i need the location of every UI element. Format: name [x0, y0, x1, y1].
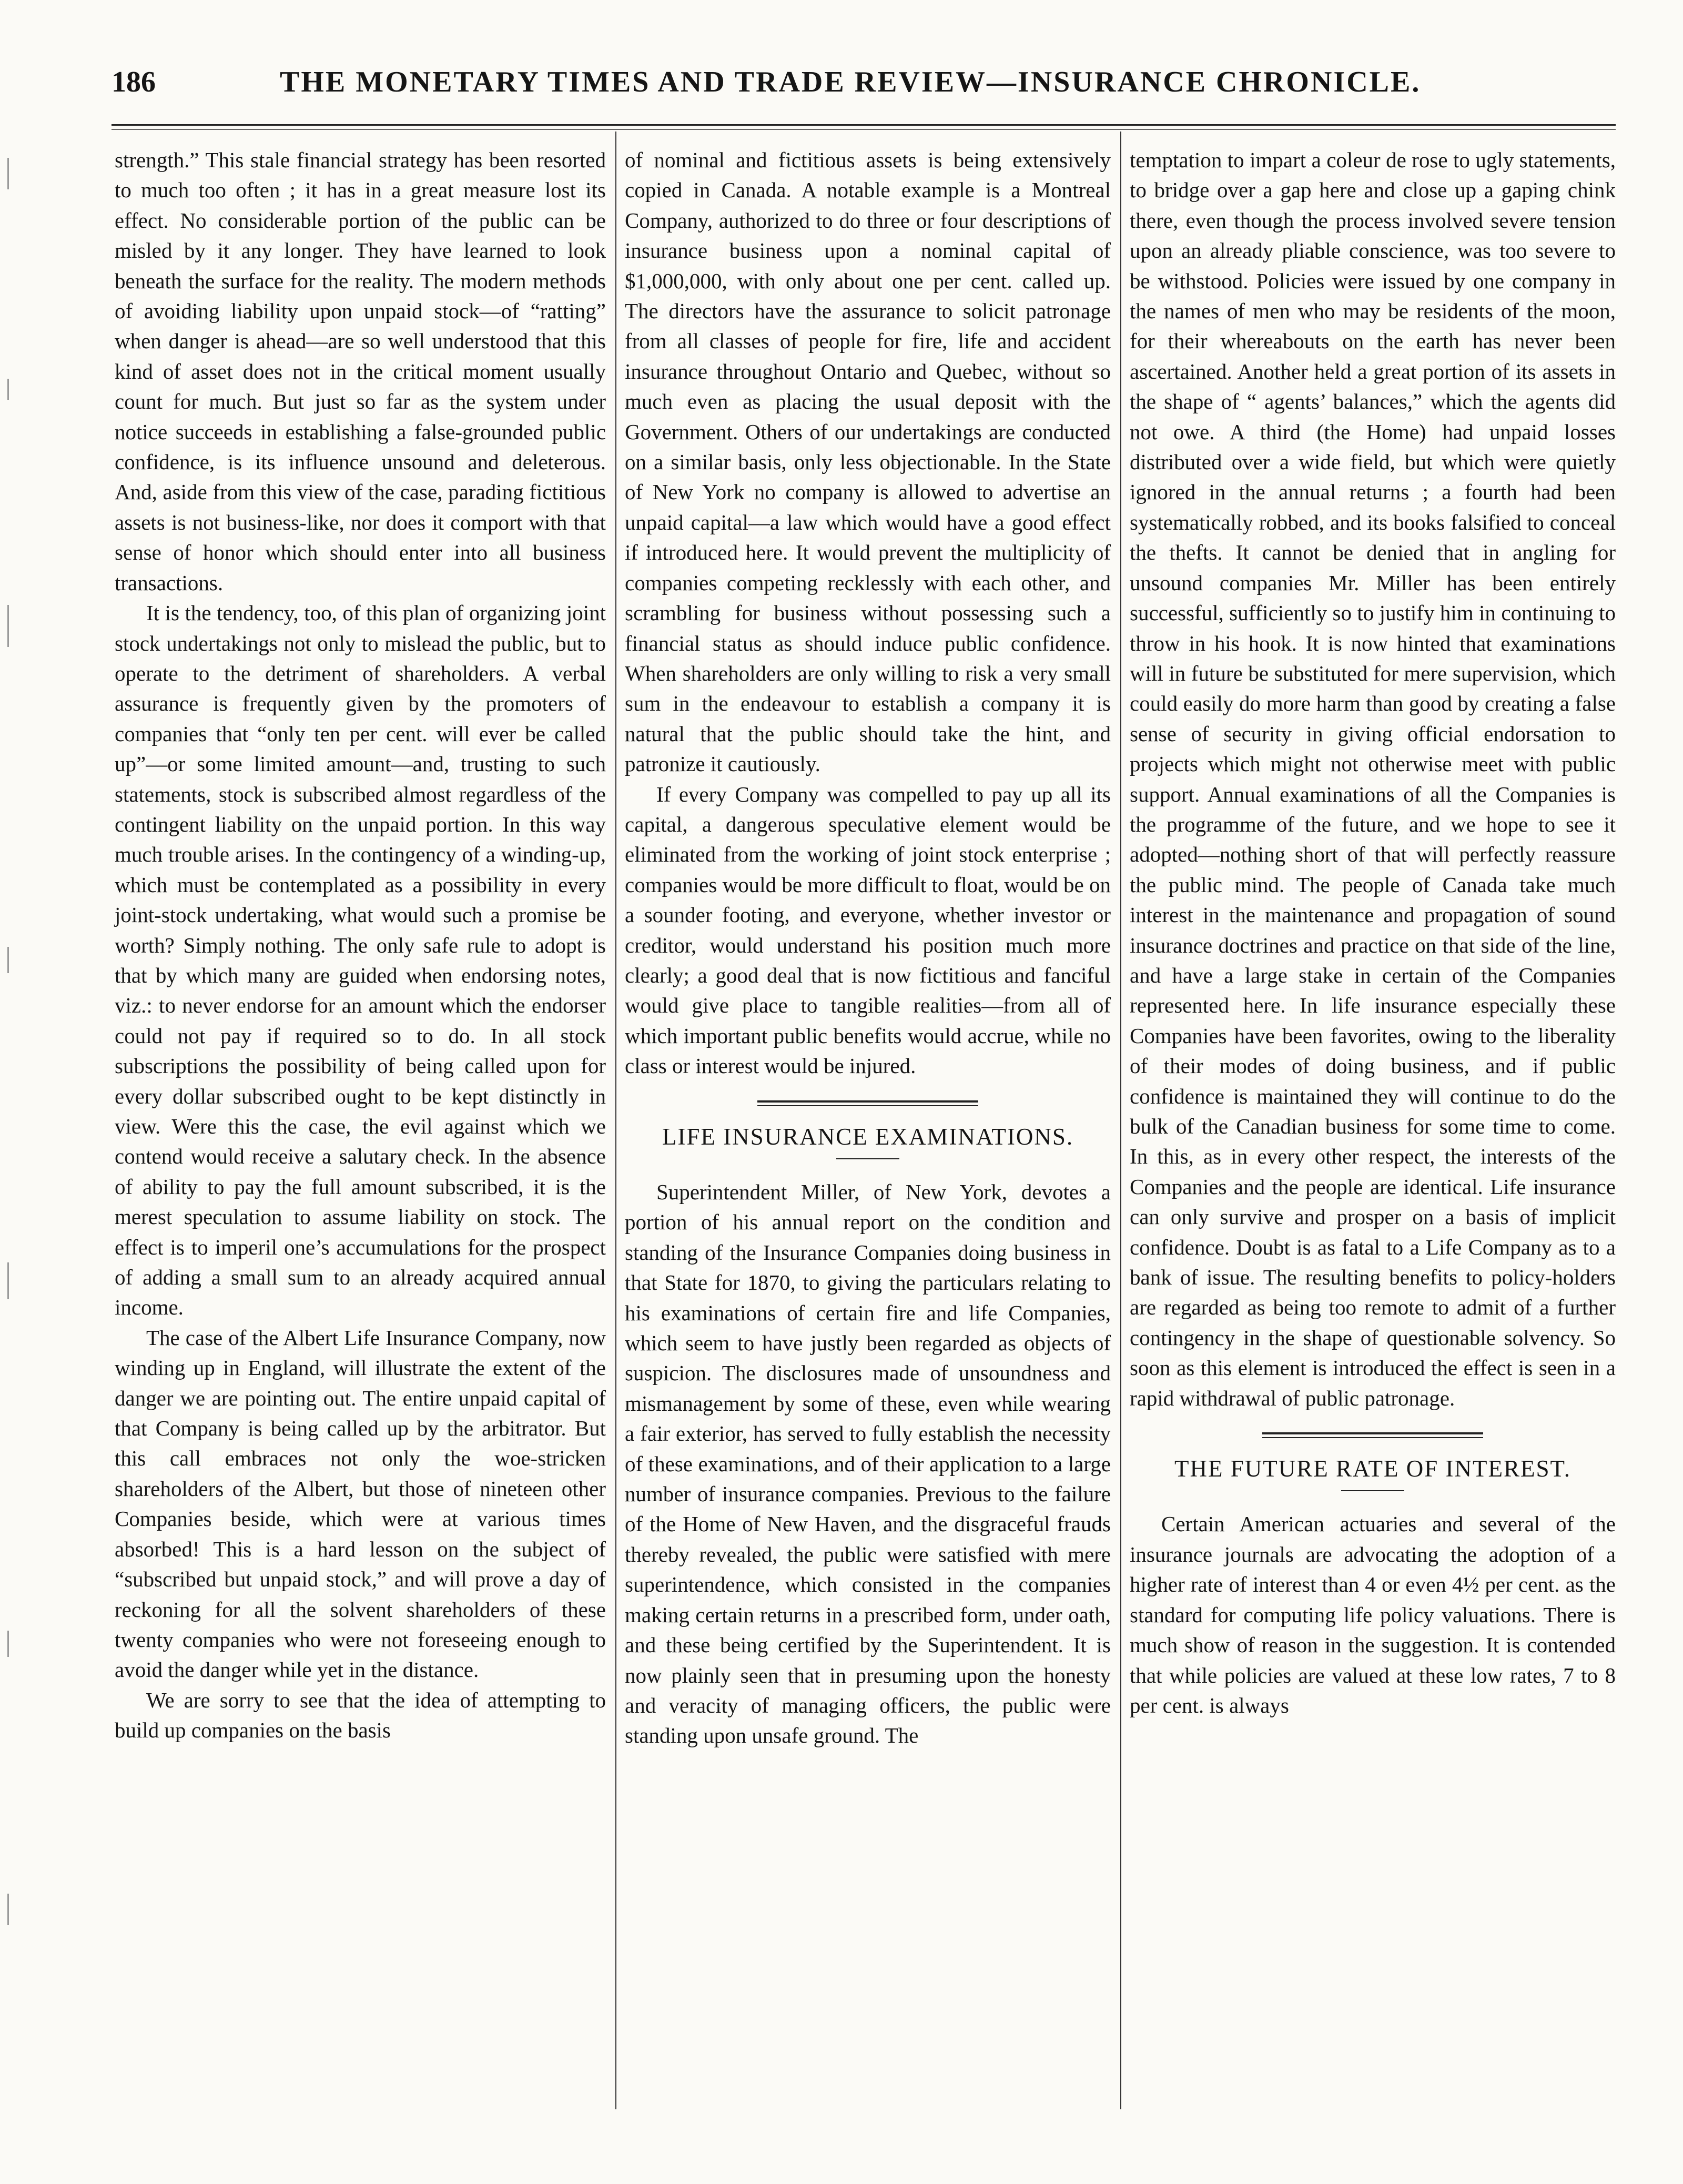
- header-rule-thin: [111, 129, 1616, 130]
- section-heading: LIFE INSURANCE EXAMINATIONS.: [662, 1123, 1074, 1150]
- column-2: [625, 145, 1111, 1751]
- column-divider-2: [1120, 132, 1121, 2109]
- paragraph: temptation to impart a coleur de rose to ugly statements, to bridge over a gap here and close up a gaping chink there, even though the process involved severe tension upon an already pliable conscience, was too severe to be withstood. Policies were issued by one company in the names of men who may be residents of the moon, for their whereabouts on the earth has never been ascertained. Another held a great portion of its assets in the shape of “ agents’ balances,” which the agents did not owe. A third (the Home) had unpaid losses distributed over a wide field, but which were quietly ignored in the annual returns ; a fourth had been systematically robbed, and its books falsified to conceal the thefts. It cannot be denied that in angling for unsound companies Mr. Miller has been entirely successful, sufficiently so to justify him in continuing to throw in his hook. It is now hinted that examinations will in future be substituted for mere supervision, which could easily do more harm than good by creating a false sense of security in giving official endorsation to projects which might not otherwise meet with public support. Annual examinations of all the Companies is the programme of the future, and we hope to see it adopted—nothing short of that will perfectly reassure the public mind. The people of Canada take much interest in the maintenance and propagation of sound insurance doctrines and practice on that side of the line, and have a large stake in certain of the Companies represented here. In life insurance especially these Companies have been favorites, owing to the liberality of their modes of doing business, and if public confidence is maintained they will continue to do the bulk of the Canadian business for some time to come. In this, as in every other respect, the interests of the Companies and the people are identical. Life insurance can only survive and prosper on a basis of implicit confidence. Doubt is as fatal to a Life Company as to a bank of issue. The resulting benefits to policy-holders are regarded as being too remote to admit of a further contingency in the shape of questionable solvency. So soon as this element is introduced the effect is seen in a rapid withdrawal of public patronage.: [1130, 148, 1616, 1410]
- section-divider: [757, 1100, 978, 1103]
- paragraph: We are sorry to see that the idea of attempting to build up companies on the basis: [115, 1687, 606, 1743]
- heading-underline: [1341, 1490, 1404, 1491]
- paragraph: If every Company was compelled to pay up all its capital, a dangerous speculative element would be eliminated from the working of joint stock enterprise ; companies would be more difficult to float, would be on a sounder footing, and everyone, whether investor or creditor, would understand his position much more clearly; a good deal that is now fictitious and fanciful would give place to tangible realities—from all of which important public benefits would accrue, while no class or interest would be injured.: [625, 782, 1111, 1078]
- page-number: 186: [111, 66, 156, 98]
- paragraph: Certain American actuaries and several of the insurance journals are advocating the adoption of a higher rate of interest than 4 or even 4½ per cent. as the standard for computing life policy valuations. There is much show of reason in the suggestion. It is contended that while policies are valued at these low rates, 7 to 8 per cent. is always: [1130, 1512, 1616, 1717]
- paragraph: It is the tendency, too, of this plan of organizing joint stock undertakings not only to mislead the public, but to operate to the detriment of shareholders. A verbal assurance is frequently given by the promoters of companies that “only ten per cent. will ever be called up”—or some limited amount—and, trusting to such statements, stock is subscribed almost regardless of the contingent liability on the unpaid portion. In this way much trouble arises. In the contingency of a winding-up, which must be contemplated as a possibility in every joint-stock undertaking, what would such a promise be worth? Simply nothing. The only safe rule to adopt is that by which many are guided when endorsing notes, viz.: to never endorse for an amount which the endorser could not pay if required so to do. In all stock subscriptions the possibility of being called upon for every dollar subscribed ought to be kept distinctly in view. Were this the case, the evil against which we contend would receive a salutary check. In the absence of ability to pay the full amount subscribed, it is the merest speculation to assume liability on stock. The effect is to imperil one’s accumulations for the prospect of adding a small sum to an already acquired annual income.: [115, 601, 606, 1320]
- section-divider: [1262, 1432, 1483, 1434]
- heading-underline: [836, 1158, 899, 1159]
- section-divider: [757, 1105, 978, 1106]
- page-header: [111, 62, 1616, 109]
- paragraph: of nominal and fictitious assets is being extensively copied in Canada. A notable example is a Montreal Company, authorized to do three or four descriptions of insurance business upon a nominal capital of $1,000,000, with only about one per cent. called up. The directors have the assurance to solicit patronage from all classes of people for fire, life and accident insurance throughout Ontario and Quebec, without so much even as placing the usual deposit with the Government. Others of our undertakings are conducted on a similar basis, only less objectionable. In the State of New York no company is allowed to advertise an unpaid capital—a law which would have a good effect if introduced here. It would prevent the multiplicity of companies competing recklessly with each other, and scrambling for business without possessing such a financial status as should induce public confidence. When shareholders are only willing to risk a very small sum in the endeavour to establish a company it is natural that the public should take the hint, and patronize it cautiously.: [625, 148, 1111, 776]
- header-rule-thick: [111, 124, 1616, 126]
- running-title: THE MONETARY TIMES AND TRADE REVIEW—INSURANCE CHRONICLE.: [280, 66, 1421, 98]
- column-1: [115, 145, 606, 1746]
- paragraph: Superintendent Miller, of New York, devotes a portion of his annual report on the condition and standing of the Insurance Companies doing business in that State for 1870, to giving the particulars relating to his examinations of certain fire and life Companies, which seem to have justly been regarded as objects of suspicion. The disclosures made of unsoundness and mismanagement by some of these, even while wearing a fair exterior, has served to fully establish the necessity of these examinations, and of their application to a large number of insurance companies. Previous to the failure of the Home of New Haven, and the disgraceful frauds thereby revealed, the public were satisfied with mere superintendence, which consisted in the companies making certain returns in a prescribed form, under oath, and these being certified by the Superintendent. It is now plainly seen that in presuming upon the honesty and veracity of managing officers, the public were standing upon unsafe ground. The: [625, 1180, 1111, 1748]
- column-divider-1: [615, 132, 616, 2109]
- section-divider: [1262, 1437, 1483, 1438]
- column-3: [1130, 145, 1616, 1721]
- paragraph: The case of the Albert Life Insurance Company, now winding up in England, will illustrate the extent of the danger we are pointing out. The entire unpaid capital of that Company is being called up by the arbitrator. But this call embraces not only the woe-stricken shareholders of the Albert, but those of nineteen other Companies beside, which were at various times absorbed! This is a hard lesson on the subject of “subscribed but unpaid stock,” and will prove a day of reckoning for all the solvent shareholders of these twenty companies who were not foreseeing enough to avoid the danger while yet in the distance.: [115, 1325, 606, 1682]
- paragraph: strength.” This stale financial strategy has been resorted to much too often ; it has in a great measure lost its effect. No considerable portion of the public can be misled by it any longer. They have learned to look beneath the surface for the reality. The modern methods of avoiding liability upon unpaid stock—of “ratting” when danger is ahead—are so well understood that this kind of asset does not in the critical moment usually count for much. But just so far as the system under notice succeeds in establishing a false-grounded public confidence, is its influence unsound and deleterous. And, aside from this view of the case, parading fictitious assets is not business-like, nor does it comport with that sense of honor which should enter into all business transactions.: [115, 148, 606, 595]
- binding-margin-marks: [3, 158, 24, 2051]
- section-heading: THE FUTURE RATE OF INTEREST.: [1174, 1455, 1571, 1482]
